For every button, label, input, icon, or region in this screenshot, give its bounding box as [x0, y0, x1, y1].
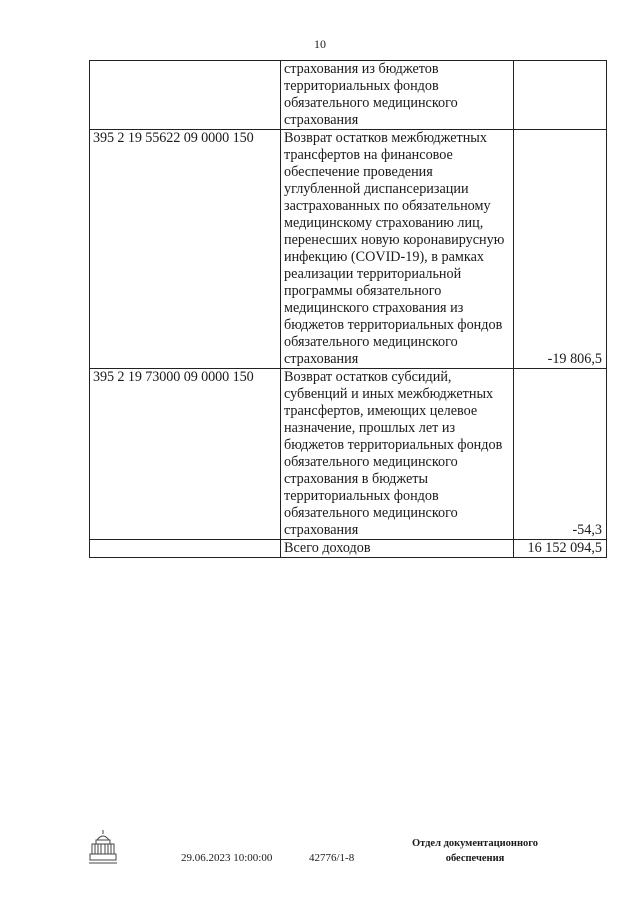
- table-row: [90, 130, 607, 369]
- description-cell: Возврат остатков субсидий, субвенций и иных межбюджетных трансфертов, имеющих целевое назначение, прошлых лет из бюджетов территориальных фондов обязательного медицинского страхования в бюджеты территориальных фондов обязательного медицинского страхования: [281, 369, 514, 540]
- amount-cell: -19 806,5: [514, 130, 607, 369]
- total-label: Всего доходов: [281, 540, 514, 558]
- amount-cell: [514, 61, 607, 130]
- duma-building-logo-icon: [88, 828, 118, 866]
- page-number: 10: [314, 37, 326, 51]
- footer-department: [380, 836, 570, 866]
- description-cell: Возврат остатков межбюджетных трансфертов на финансовое обеспечение проведения углубленной диспансеризации застрахованных по обязательному медицинскому страхованию лиц, перенесших новую коронавирусную инфекцию (COVID-19), в рамках реализации территориальной программы обязательного медицинского страхования из бюджетов территориальных фондов обязательного медицинского страхования: [281, 130, 514, 369]
- table-row: [90, 369, 607, 540]
- footer-doc-number: 42776/1-8: [309, 852, 355, 864]
- department-line-2: обеспечения: [445, 853, 505, 864]
- budget-code-cell: 395 2 19 73000 09 0000 150: [90, 369, 281, 540]
- budget-code-cell: 395 2 19 55622 09 0000 150: [90, 130, 281, 369]
- table-row: [90, 61, 607, 130]
- total-amount: 16 152 094,5: [514, 540, 607, 558]
- department-line-1: Отдел документационного: [411, 838, 539, 849]
- total-row: [90, 540, 607, 558]
- total-code-cell: [90, 540, 281, 558]
- amount-cell: -54,3: [514, 369, 607, 540]
- description-cell: страхования из бюджетов территориальных фондов обязательного медицинского страхования: [281, 61, 514, 130]
- footer-datetime: 29.06.2023 10:00:00: [181, 852, 273, 864]
- revenue-table: [89, 60, 607, 558]
- budget-code-cell: [90, 61, 281, 130]
